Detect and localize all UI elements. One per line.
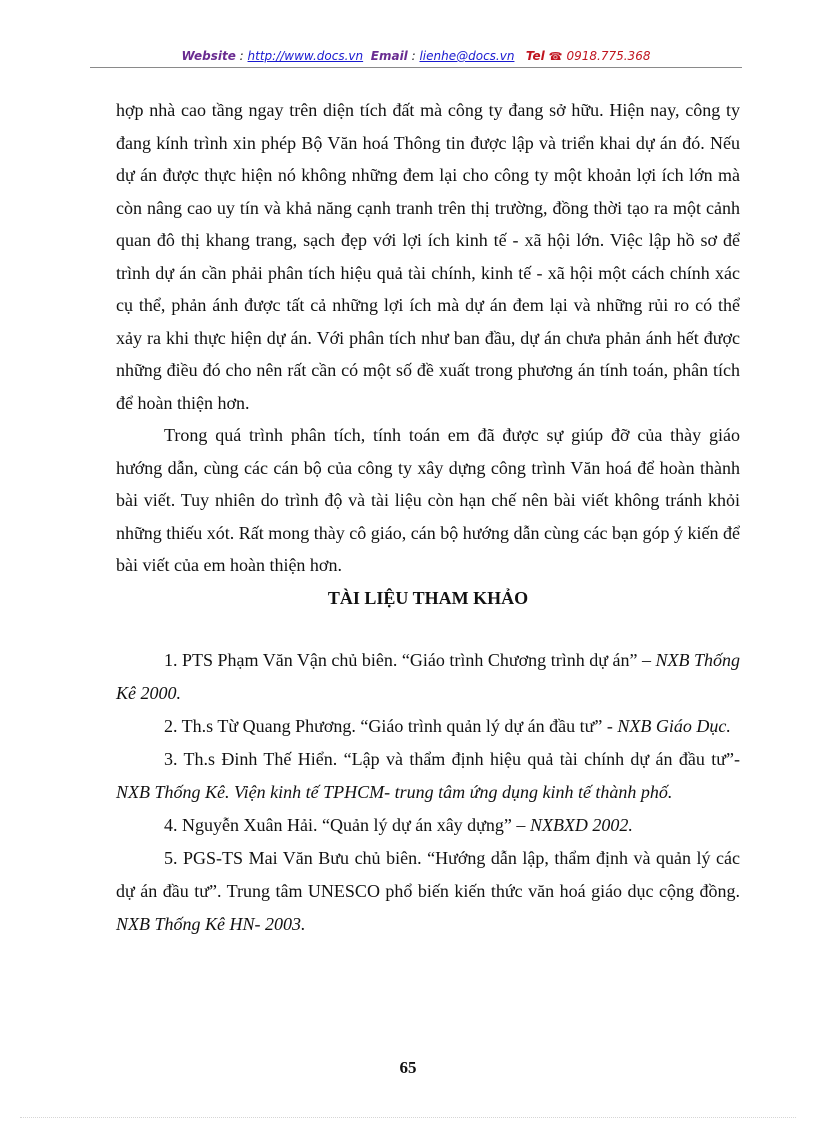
email-link[interactable]: lienhe@docs.vn xyxy=(419,49,515,63)
references-list xyxy=(116,644,740,941)
body-paragraph-1: hợp nhà cao tầng ngay trên diện tích đất mà công ty đang sở hữu. Hiện nay, công ty đang kính trình xin phép Bộ Văn hoá Thông tin được lập và triển khai dự án đó. Nếu dự án được thực hiện nó không những đem lại cho công ty một khoản lợi ích lớn mà còn nâng cao uy tín và khả năng cạnh tranh trên thị trường, đồng thời tạo ra một cảnh quan đô thị khang trang, sạch đẹp với lợi ích kinh tế - xã hội lớn. Việc lập hồ sơ để trình dự án cần phải phân tích hiệu quả tài chính, kinh tế - xã hội một cách chính xác cụ thể, phản ánh được tất cả những lợi ích mà dự án đem lại và những rủi ro có thể xảy ra khi thực hiện dự án. Với phân tích như ban đầu, dự án chưa phản ánh hết được những điều đó cho nên rất cần có một số đề xuất trong phương án tính toán, phân tích để hoàn thiện hơn. xyxy=(116,100,740,413)
footer-divider xyxy=(20,1117,796,1118)
telephone-icon: ☎ xyxy=(548,50,563,63)
tel-label: Tel xyxy=(525,49,545,63)
website-separator: : xyxy=(235,49,248,63)
page-number: 65 xyxy=(399,1058,417,1077)
email-separator: : xyxy=(407,49,420,63)
website-label: Website xyxy=(181,49,236,63)
references-heading: TÀI LIỆU THAM KHẢO xyxy=(327,587,529,608)
website-link[interactable]: http://www.docs.vn xyxy=(247,49,364,63)
reference-item: 1. PTS Phạm Văn Vận chủ biên. “Giáo trình Chương trình dự án” – NXB Thống Kê 2000. xyxy=(116,649,741,703)
reference-item: 3. Th.s Đinh Thế Hiển. “Lập và thẩm định hiệu quả tài chính dự án đầu tư”- NXB Thống Kê. Viện kinh tế TPHCM- trung tâm ứng dụng kinh tế thành phố. xyxy=(116,748,740,802)
tel-number: : 0918.775.368 xyxy=(558,49,651,63)
document-body xyxy=(116,94,740,941)
reference-item: 2. Th.s Từ Quang Phương. “Giáo trình quản lý dự án đầu tư” - NXB Giáo Dục. xyxy=(164,715,731,736)
reference-item: 4. Nguyễn Xuân Hải. “Quản lý dự án xây dựng” – NXBXD 2002. xyxy=(164,814,633,835)
email-label: Email xyxy=(370,49,408,63)
reference-item: 5. PGS-TS Mai Văn Bưu chủ biên. “Hướng dẫn lập, thẩm định và quản lý các dự án đầu tư”. Trung tâm UNESCO phổ biến kiến thức văn hoá giáo dục cộng đồng. NXB Thống Kê HN- 2003. xyxy=(116,847,740,934)
page-header xyxy=(90,46,742,68)
body-paragraph-2: Trong quá trình phân tích, tính toán em đã được sự giúp đỡ của thày giáo hướng dẫn, cùng các cán bộ của công ty xây dựng công trình Văn hoá để hoàn thành bài viết. Tuy nhiên do trình độ và tài liệu còn hạn chế nên bài viết không tránh khỏi những thiếu xót. Rất mong thày cô giáo, cán bộ hướng dẫn cùng các bạn góp ý kiến để bài viết của em hoàn thiện hơn. xyxy=(116,425,740,575)
